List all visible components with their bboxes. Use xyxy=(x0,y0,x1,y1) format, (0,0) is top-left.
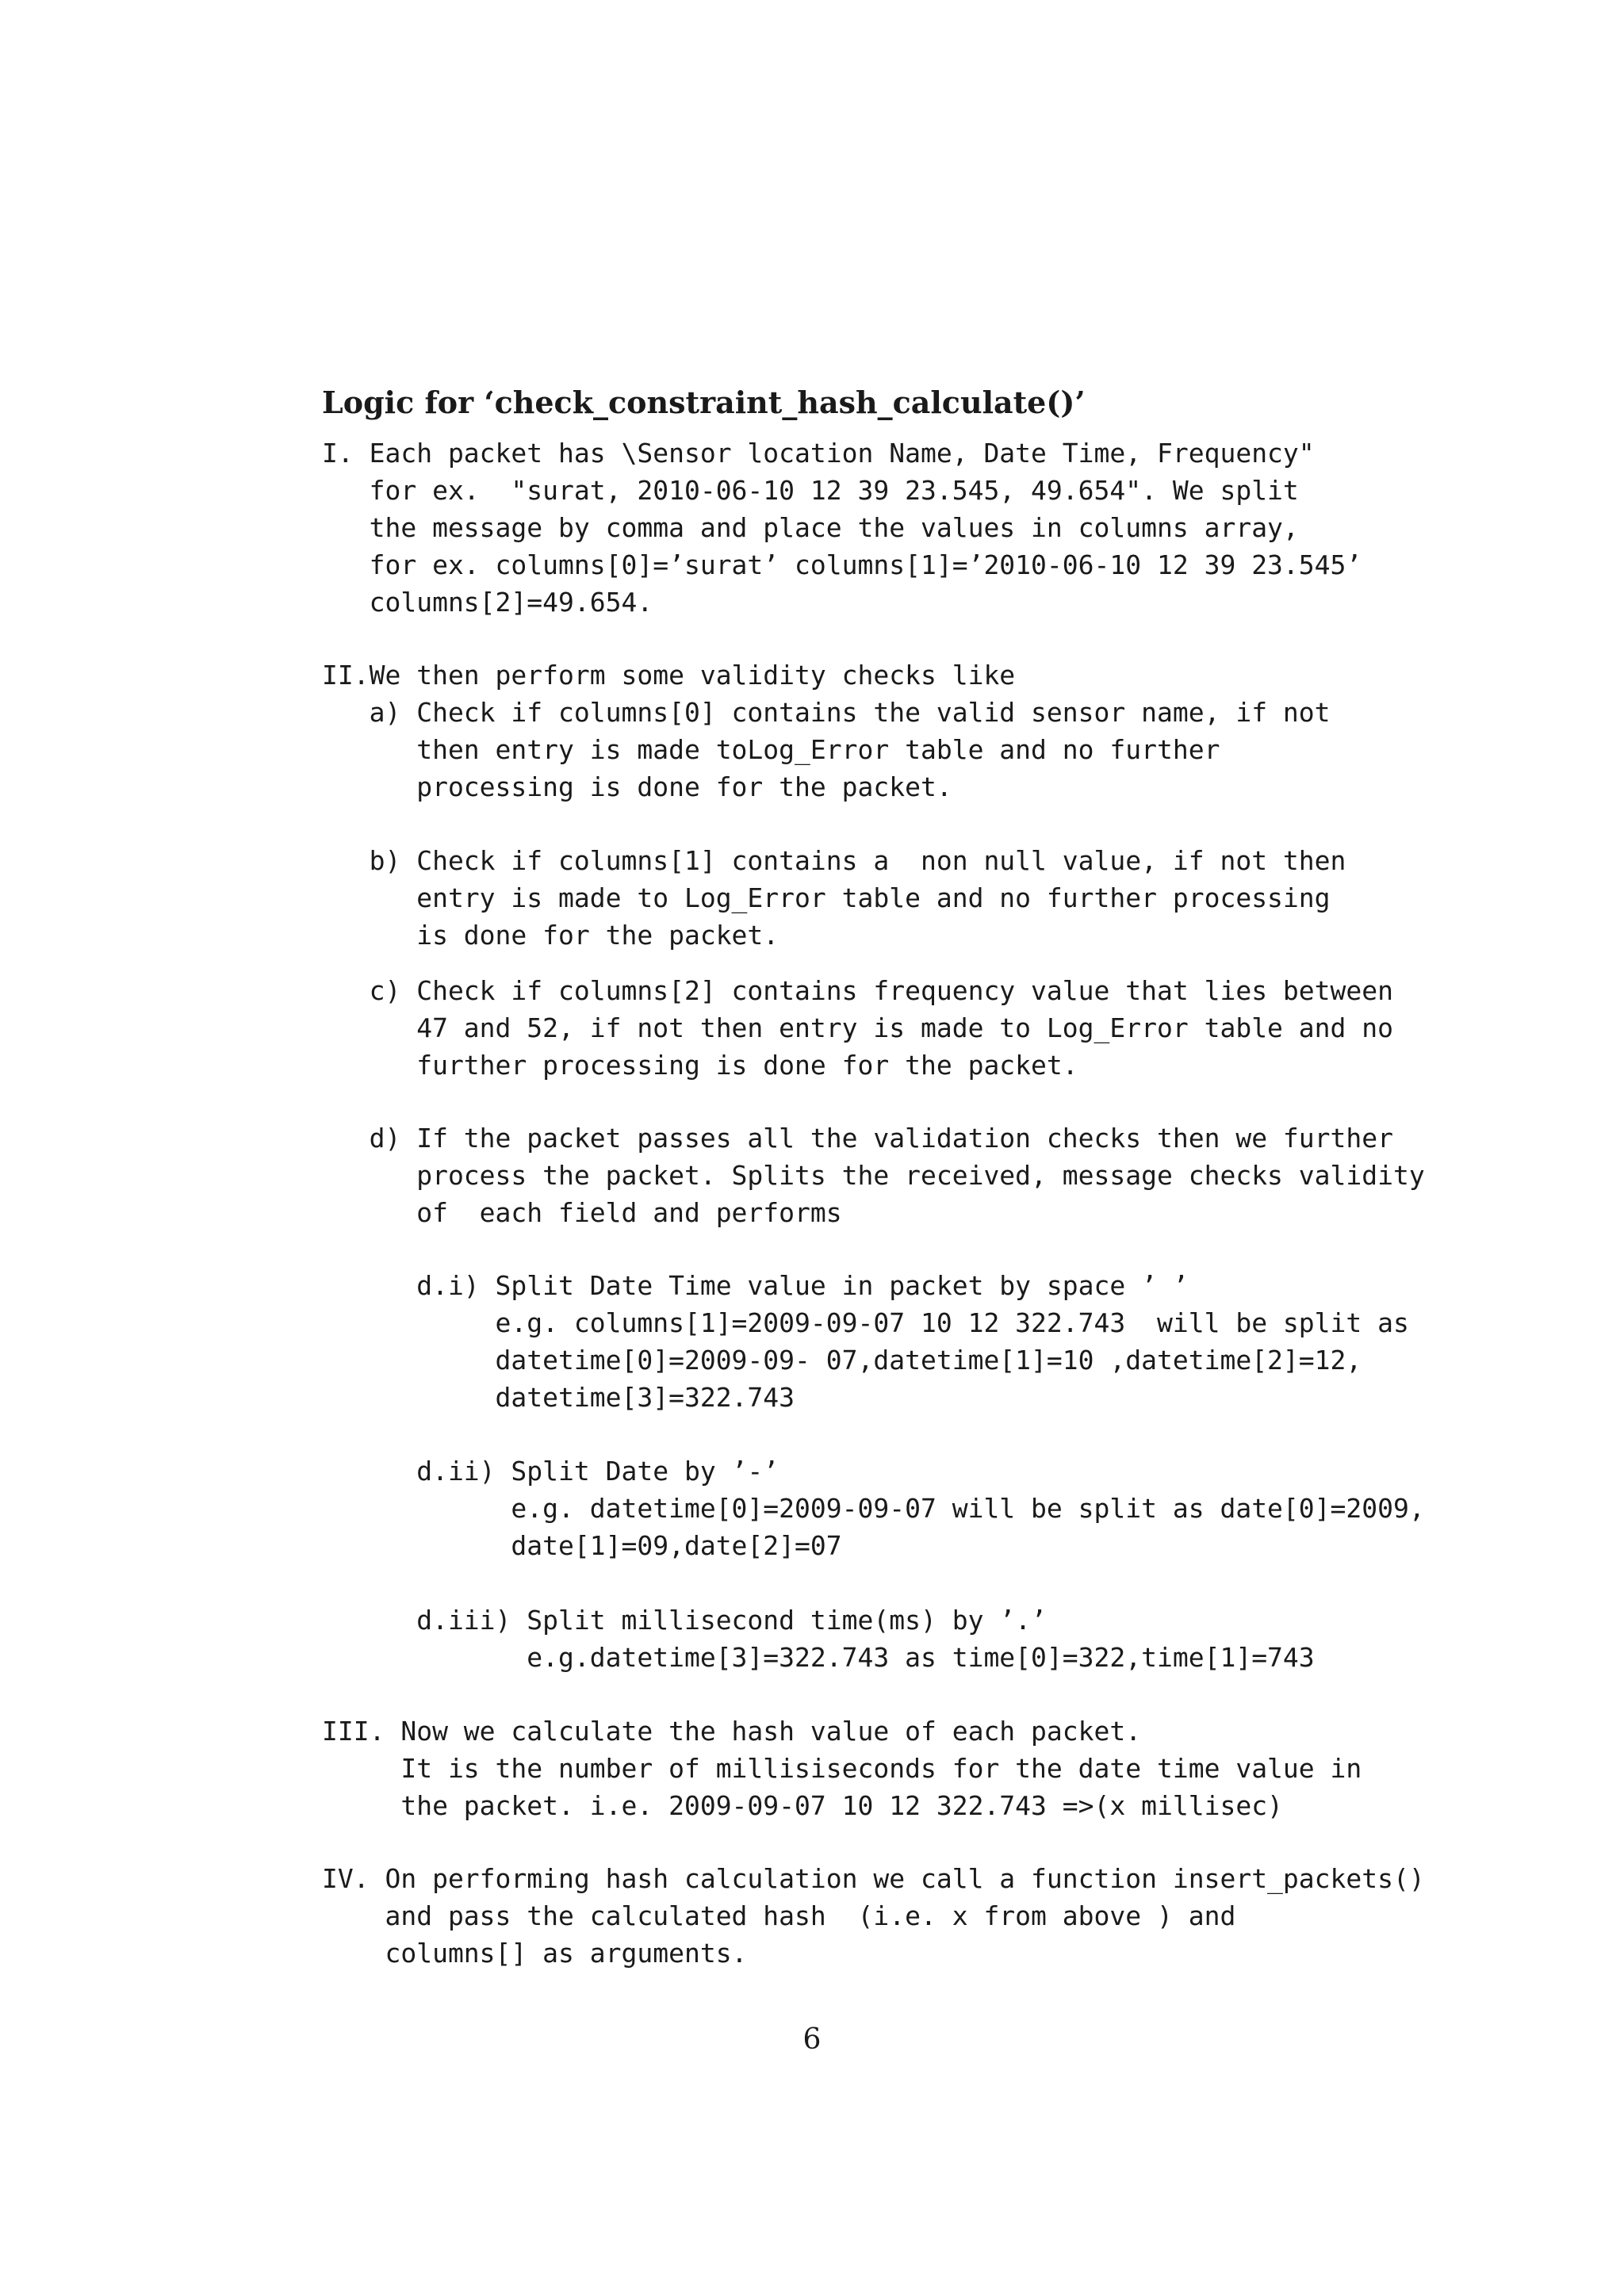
item-I-text xyxy=(322,434,1362,621)
item-II-d-iii-text xyxy=(322,1601,1315,1676)
line: I. Each packet has \Sensor location Name, Date Time, Frequency" xyxy=(322,438,1315,469)
line: process the packet. Splits the received, message checks validity xyxy=(322,1160,1425,1191)
line: datetime[3]=322.743 xyxy=(322,1382,795,1413)
line: d.iii) Split millisecond time(ms) by ’.’ xyxy=(322,1605,1047,1636)
line: the message by comma and place the values in columns array, xyxy=(322,512,1299,543)
line: It is the number of millisiseconds for the date time value in xyxy=(322,1753,1362,1784)
item-IV-text xyxy=(322,1860,1425,1972)
line: entry is made to Log_Error table and no further processing xyxy=(322,882,1331,913)
item-II-b-text xyxy=(322,842,1346,954)
line: e.g. columns[1]=2009-09-07 10 12 322.743 will be split as xyxy=(322,1307,1409,1338)
line: then entry is made toLog_Error table and no further xyxy=(322,734,1220,765)
line: date[1]=09,date[2]=07 xyxy=(322,1530,842,1561)
line: for ex. columns[0]=’surat’ columns[1]=’2010-06-10 12 39 23.545’ xyxy=(322,549,1362,580)
line: columns[2]=49.654. xyxy=(322,587,653,618)
line: IV. On performing hash calculation we call a function insert_packets() xyxy=(322,1863,1425,1894)
item-III-text xyxy=(322,1712,1362,1824)
line: for ex. "surat, 2010-06-10 12 39 23.545, 49.654". We split xyxy=(322,475,1299,506)
line: e.g.datetime[3]=322.743 as time[0]=322,time[1]=743 xyxy=(322,1642,1315,1673)
line: processing is done for the packet. xyxy=(322,771,952,802)
line: III. Now we calculate the hash value of each packet. xyxy=(322,1716,1142,1747)
item-II-c-text xyxy=(322,972,1393,1084)
line: e.g. datetime[0]=2009-09-07 will be split as date[0]=2009, xyxy=(322,1493,1425,1524)
line: and pass the calculated hash (i.e. x from above ) and xyxy=(322,1900,1236,1931)
item-II-d-ii-text xyxy=(322,1452,1425,1564)
line: datetime[0]=2009-09- 07,datetime[1]=10 ,datetime[2]=12, xyxy=(322,1345,1362,1376)
line: of each field and performs xyxy=(322,1197,842,1228)
line: further processing is done for the packet. xyxy=(322,1050,1078,1081)
section-heading: Logic for ‘check_constraint_hash_calculate()’ xyxy=(322,385,1086,420)
item-II-d-text xyxy=(322,1119,1425,1231)
line: d.ii) Split Date by ’-’ xyxy=(322,1456,779,1487)
item-II-d-i-text xyxy=(322,1267,1409,1416)
line: a) Check if columns[0] contains the valid sensor name, if not xyxy=(322,697,1331,728)
line: 47 and 52, if not then entry is made to Log_Error table and no xyxy=(322,1012,1394,1043)
page-number: 6 xyxy=(802,2023,822,2056)
line: d) If the packet passes all the validation checks then we further xyxy=(322,1123,1394,1154)
line: the packet. i.e. 2009-09-07 10 12 322.743 =>(x millisec) xyxy=(322,1790,1283,1821)
line: b) Check if columns[1] contains a non null value, if not then xyxy=(322,845,1346,876)
item-II-text xyxy=(322,656,1331,806)
line: II.We then perform some validity checks like xyxy=(322,660,1016,691)
line: is done for the packet. xyxy=(322,920,779,951)
line: columns[] as arguments. xyxy=(322,1938,748,1969)
line: c) Check if columns[2] contains frequency value that lies between xyxy=(322,975,1394,1006)
line: d.i) Split Date Time value in packet by space ’ ’ xyxy=(322,1270,1189,1301)
